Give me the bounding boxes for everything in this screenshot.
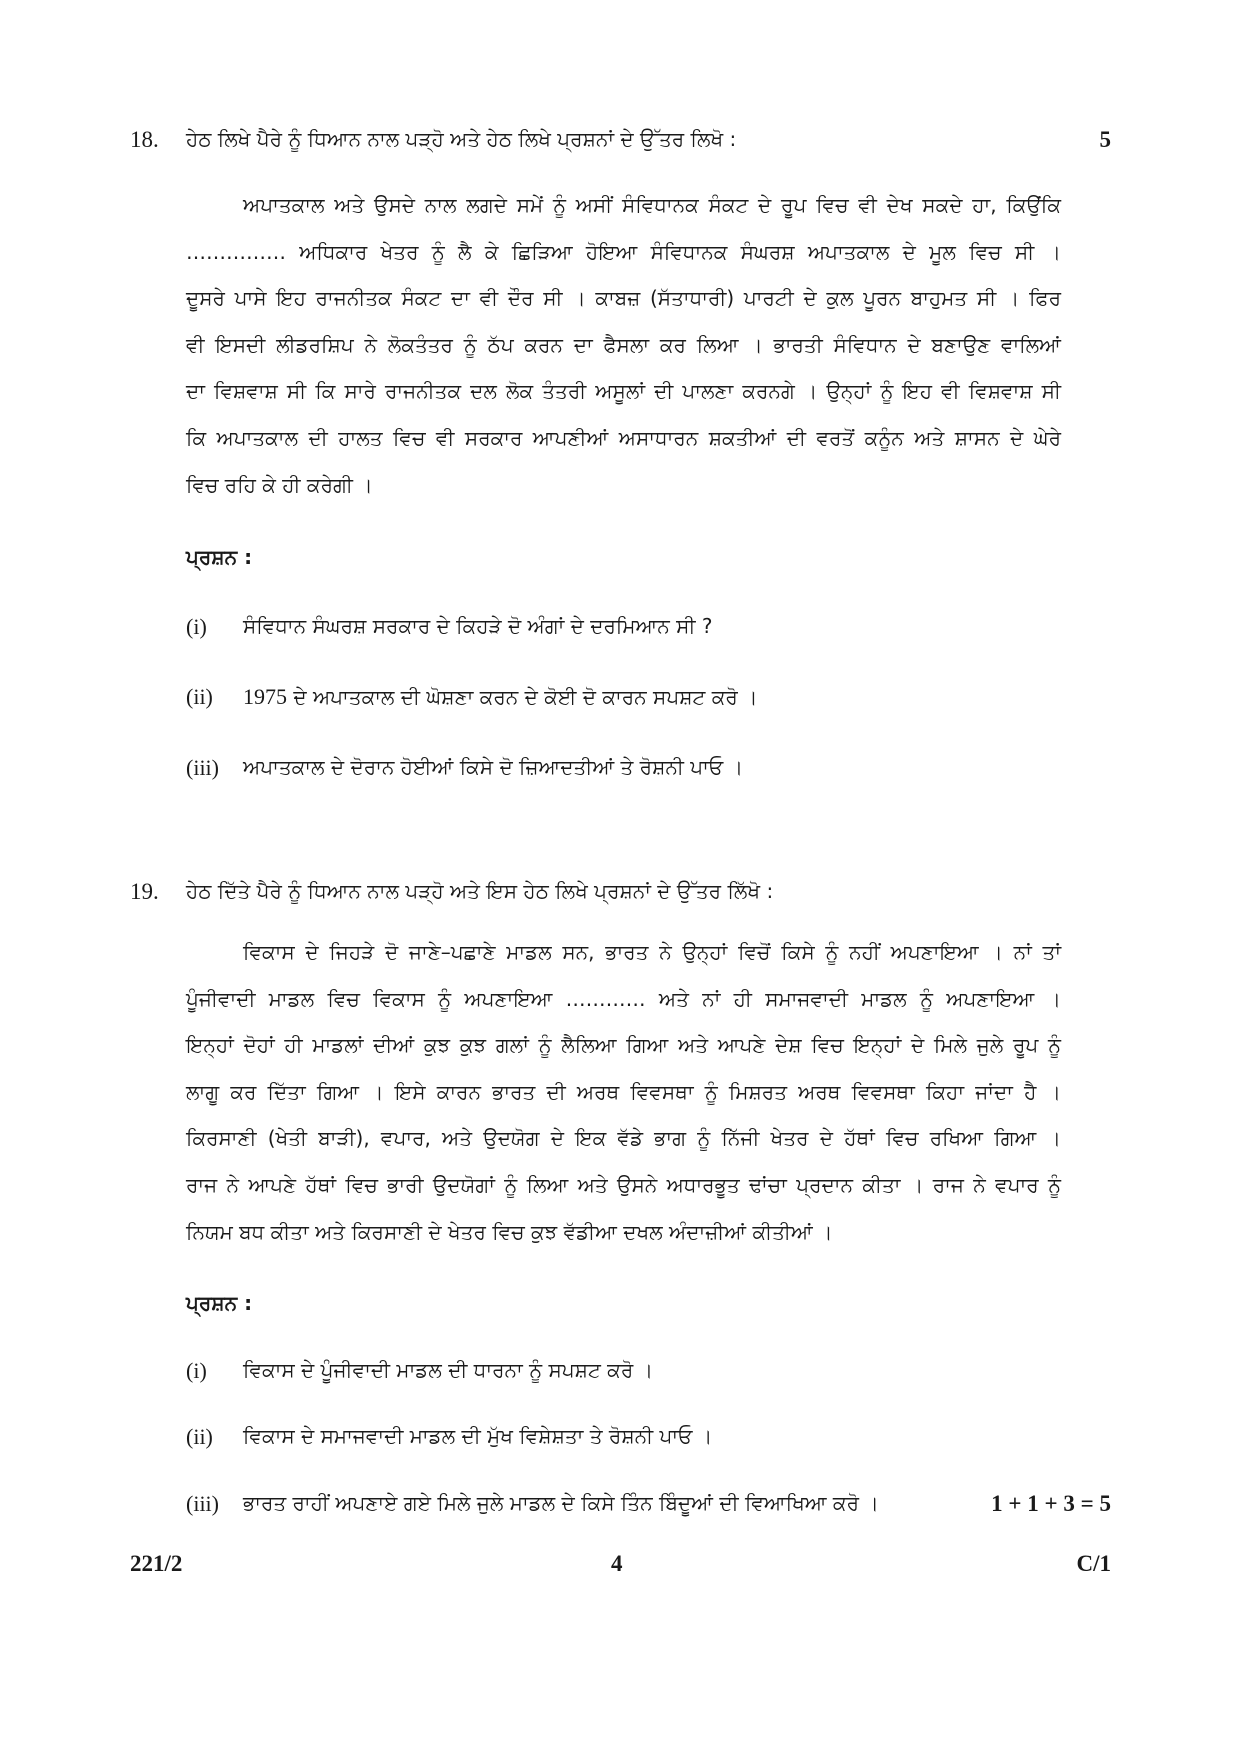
question-18-sub-iii-number: (iii) [186,755,219,780]
question-18-sub-ii-text [243,684,758,710]
question-19-marks: 1 + 1 + 3 = 5 [991,1491,1111,1516]
passage-line: ਅਪਾਤਕਾਲ ਅਤੇ ਉਸਦੇ ਨਾਲ ਲਗਦੇ ਸਮੇਂ ਨੂੰ ਅਸੀਂ ਸੰਵਿਧਾਨਕ ਸੰਕਟ ਦੇ ਰੂਪ ਵਿਚ ਵੀ ਦੇਖ ਸਕਦੇ ਹਾ, ਕਿਉਂਕਿ [243,193,1061,217]
passage-line: ਵਿਕਾਸ ਦੇ ਜਿਹੜੇ ਦੋ ਜਾਣੇ–ਪਛਾਣੇ ਮਾਡਲ ਸਨ, ਭਾਰਤ ਨੇ ਉਨ੍ਹਾਂ ਵਿਚੋਂ ਕਿਸੇ ਨੂੰ ਨਹੀਂ ਅਪਣਾਇਆ । ਨਾਂ ਤਾਂ [243,940,1061,964]
passage-line: ਕਿਰਸਾਣੀ (ਖੇਤੀ ਬਾੜੀ), ਵਪਾਰ, ਅਤੇ ਉਦਯੋਗ ਦੇ ਇਕ ਵੱਡੇ ਭਾਗ ਨੂੰ ਨਿੱਜੀ ਖੇਤਰ ਦੇ ਹੱਥਾਂ ਵਿਚ ਰਖਿਆ ਗਿਆ । [186,1126,1061,1150]
question-18-sub-i-number: (i) [186,614,207,639]
question-19-number: 19. [130,879,159,904]
question-19-sub-i-number: (i) [186,1358,207,1383]
question-19-sub-iii-text: ਭਾਰਤ ਰਾਹੀਂ ਅਪਣਾਏ ਗਏ ਮਿਲੇ ਜੁਲੇ ਮਾਡਲ ਦੇ ਕਿਸੇ ਤਿੰਨ ਬਿੰਦੂਆਂ ਦੀ ਵਿਆਖਿਆ ਕਰੋ । [243,1491,879,1515]
question-18-heading: ਹੇਠ ਲਿਖੇ ਪੈਰੇ ਨੂੰ ਧਿਆਨ ਨਾਲ ਪੜ੍ਹੋ ਅਤੇ ਹੇਠ ਲਿਖੇ ਪ੍ਰਸ਼ਨਾਂ ਦੇ ਉੱਤਰ ਲਿਖੋ : [186,127,737,151]
passage-line: ਇਨ੍ਹਾਂ ਦੋਹਾਂ ਹੀ ਮਾਡਲਾਂ ਦੀਆਂ ਕੁਝ ਕੁਝ ਗਲਾਂ ਨੂੰ ਲੈਲਿਆ ਗਿਆ ਅਤੇ ਆਪਣੇ ਦੇਸ਼ ਵਿਚ ਇਨ੍ਹਾਂ ਦੇ ਮਿਲੇ ਜੁਲੇ ਰੂਪ ਨੂੰ [186,1033,1061,1057]
question-19-heading: ਹੇਠ ਦਿੱਤੇ ਪੈਰੇ ਨੂੰ ਧਿਆਨ ਨਾਲ ਪੜ੍ਹੋ ਅਤੇ ਇਸ ਹੇਠ ਲਿਖੇ ਪ੍ਰਸ਼ਨਾਂ ਦੇ ਉੱਤਰ ਲਿੱਖੋ : [186,879,774,903]
question-18-number: 18. [130,127,159,152]
question-18-sub-ii-rest: ਦੇ ਅਪਾਤਕਾਲ ਦੀ ਘੋਸ਼ਣਾ ਕਰਨ ਦੇ ਕੋਈ ਦੋ ਕਾਰਨ ਸਪਸ਼ਟ ਕਰੋ । [287,685,758,709]
footer-set-code: C/1 [1076,1551,1111,1576]
passage-line: ਰਾਜ ਨੇ ਆਪਣੇ ਹੱਥਾਂ ਵਿਚ ਭਾਰੀ ਉਦਯੋਗਾਂ ਨੂੰ ਲਿਆ ਅਤੇ ਉਸਨੇ ਅਧਾਰਭੂਤ ਢਾਂਚਾ ਪ੍ਰਦਾਨ ਕੀਤਾ । ਰਾਜ ਨੇ ਵਪਾਰ ਨੂੰ [186,1173,1061,1197]
question-18-prashan-label: ਪ੍ਰਸ਼ਨ : [186,545,253,569]
question-19-sub-ii-text: ਵਿਕਾਸ ਦੇ ਸਮਾਜਵਾਦੀ ਮਾਡਲ ਦੀ ਮੁੱਖ ਵਿਸ਼ੇਸ਼ਤਾ ਤੇ ਰੋਸ਼ਨੀ ਪਾਓ । [243,1424,713,1448]
question-18-sub-i-text: ਸੰਵਿਧਾਨ ਸੰਘਰਸ਼ ਸਰਕਾਰ ਦੇ ਕਿਹੜੇ ਦੋ ਅੰਗਾਂ ਦੇ ਦਰਮਿਆਨ ਸੀ ? [243,614,713,638]
footer-paper-code: 221/2 [130,1551,183,1576]
passage-line: ਕਿ ਅਪਾਤਕਾਲ ਦੀ ਹਾਲਤ ਵਿਚ ਵੀ ਸਰਕਾਰ ਆਪਣੀਆਂ ਅਸਾਧਾਰਨ ਸ਼ਕਤੀਆਂ ਦੀ ਵਰਤੋਂ ਕਨੂੰਨ ਅਤੇ ਸ਼ਾਸਨ ਦੇ ਘੇਰੇ [186,426,1061,450]
question-18-sub-ii-number: (ii) [186,684,213,709]
question-18-sub-iii-text: ਅਪਾਤਕਾਲ ਦੇ ਦੋਰਾਨ ਹੋਈਆਂ ਕਿਸੇ ਦੋ ਜ਼ਿਆਦਤੀਆਂ ਤੇ ਰੋਸ਼ਨੀ ਪਾਓ । [243,755,744,779]
passage-line: ਵੀ ਇਸਦੀ ਲੀਡਰਸ਼ਿਪ ਨੇ ਲੋਕਤੰਤਰ ਨੂੰ ਠੱਪ ਕਰਨ ਦਾ ਫੈਸਲਾ ਕਰ ਲਿਆ । ਭਾਰਤੀ ਸੰਵਿਧਾਨ ਦੇ ਬਣਾਉਣ ਵਾਲਿਆਂ [186,333,1061,357]
year: 1975 [243,684,287,709]
question-18-marks: 5 [1099,127,1111,152]
question-19-prashan-label: ਪ੍ਰਸ਼ਨ : [186,1291,253,1315]
question-19-sub-i-text: ਵਿਕਾਸ ਦੇ ਪੂੰਜੀਵਾਦੀ ਮਾਡਲ ਦੀ ਧਾਰਨਾ ਨੂੰ ਸਪਸ਼ਟ ਕਰੋ । [243,1358,654,1382]
passage-line: ਵਿਚ ਰਹਿ ਕੇ ਹੀ ਕਰੇਗੀ । [186,473,373,497]
question-19-sub-iii-number: (iii) [186,1491,219,1516]
passage-line: …………… ਅਧਿਕਾਰ ਖੇਤਰ ਨੂੰ ਲੈ ਕੇ ਛਿੜਿਆ ਹੋਇਆ ਸੰਵਿਧਾਨਕ ਸੰਘਰਸ਼ ਅਪਾਤਕਾਲ ਦੇ ਮੂਲ ਵਿਚ ਸੀ । [186,240,1061,264]
passage-line: ਲਾਗੂ ਕਰ ਦਿੱਤਾ ਗਿਆ । ਇਸੇ ਕਾਰਨ ਭਾਰਤ ਦੀ ਅਰਥ ਵਿਵਸਥਾ ਨੂੰ ਮਿਸ਼ਰਤ ਅਰਥ ਵਿਵਸਥਾ ਕਿਹਾ ਜਾਂਦਾ ਹੈ । [186,1080,1061,1104]
passage-line: ਨਿਯਮ ਬਧ ਕੀਤਾ ਅਤੇ ਕਿਰਸਾਣੀ ਦੇ ਖੇਤਰ ਵਿਚ ਕੁਝ ਵੱਡੀਆ ਦਖਲ ਅੰਦਾਜ਼ੀਆਂ ਕੀਤੀਆਂ । [186,1220,833,1244]
passage-line: ਪੂੰਜੀਵਾਦੀ ਮਾਡਲ ਵਿਚ ਵਿਕਾਸ ਨੂੰ ਅਪਣਾਇਆ ………… ਅਤੇ ਨਾਂ ਹੀ ਸਮਾਜਵਾਦੀ ਮਾਡਲ ਨੂੰ ਅਪਣਾਇਆ । [186,987,1061,1011]
passage-line: ਦਾ ਵਿਸ਼ਵਾਸ਼ ਸੀ ਕਿ ਸਾਰੇ ਰਾਜਨੀਤਕ ਦਲ ਲੋਕ ਤੰਤਰੀ ਅਸੂਲਾਂ ਦੀ ਪਾਲਣਾ ਕਰਨਗੇ । ਉਨ੍ਹਾਂ ਨੂੰ ਇਹ ਵੀ ਵਿਸ਼ਵਾਸ਼ ਸੀ [186,379,1061,403]
footer-page-number: 4 [611,1551,623,1576]
passage-line: ਦੂਸਰੇ ਪਾਸੇ ਇਹ ਰਾਜਨੀਤਕ ਸੰਕਟ ਦਾ ਵੀ ਦੌਰ ਸੀ । ਕਾਬਜ਼ (ਸੱਤਾਧਾਰੀ) ਪਾਰਟੀ ਦੇ ਕੁਲ ਪੂਰਨ ਬਾਹੁਮਤ ਸੀ । ਫਿਰ [186,286,1061,310]
question-19-sub-ii-number: (ii) [186,1424,213,1449]
